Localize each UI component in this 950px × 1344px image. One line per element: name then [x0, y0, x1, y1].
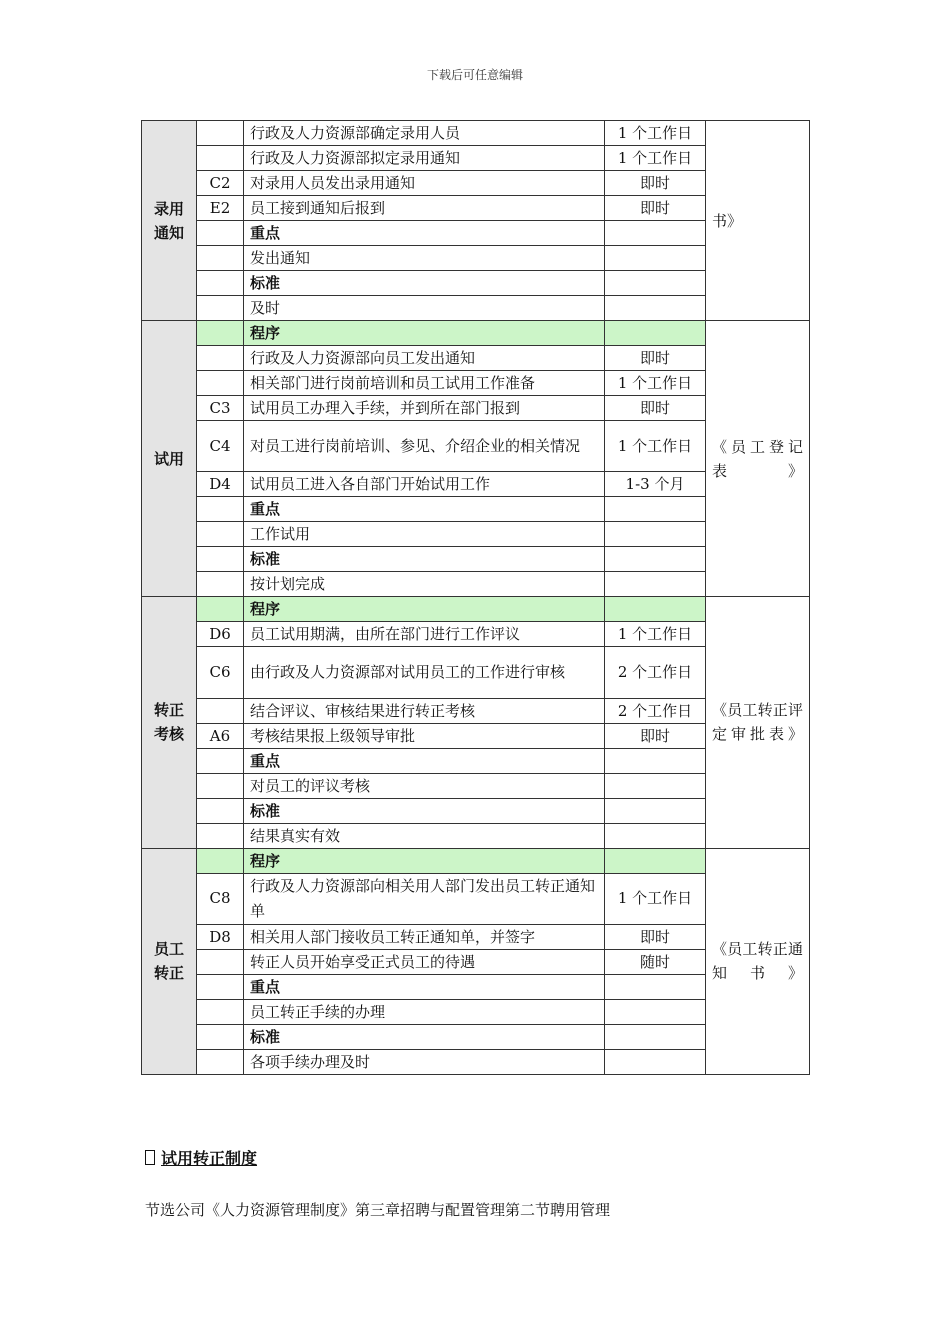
duration-cell	[605, 547, 706, 572]
code-cell	[197, 246, 244, 271]
duration-cell: 即时	[605, 924, 706, 949]
step-cell: 对录用人员发出录用通知	[244, 171, 605, 196]
code-cell: D6	[197, 622, 244, 647]
code-cell	[197, 999, 244, 1024]
duration-cell	[605, 246, 706, 271]
step-cell: 员工试用期满，由所在部门进行工作评议	[244, 622, 605, 647]
duration-cell: 2 个工作日	[605, 698, 706, 723]
code-cell: C3	[197, 396, 244, 421]
code-cell	[197, 121, 244, 146]
step-cell: 及时	[244, 296, 605, 321]
duration-cell: 2 个工作日	[605, 647, 706, 698]
key-point-heading: 重点	[244, 221, 605, 246]
table-row	[142, 321, 810, 346]
code-cell	[197, 346, 244, 371]
step-cell: 结合评议、审核结果进行转正考核	[244, 698, 605, 723]
key-point-heading: 重点	[244, 974, 605, 999]
duration-cell	[605, 999, 706, 1024]
document-cell	[706, 597, 810, 848]
duration-cell: 1-3 个月	[605, 472, 706, 497]
table-row	[142, 121, 810, 146]
duration-cell: 1 个工作日	[605, 622, 706, 647]
duration-cell	[605, 572, 706, 597]
step-cell: 按计划完成	[244, 572, 605, 597]
document-label: 《员工转正通知书》	[712, 940, 803, 983]
step-cell: 对员工进行岗前培训、参见、介绍企业的相关情况	[244, 421, 605, 472]
step-cell: 结果真实有效	[244, 823, 605, 848]
duration-cell: 即时	[605, 171, 706, 196]
duration-cell: 1 个工作日	[605, 421, 706, 472]
procedure-heading: 程序	[244, 321, 605, 346]
code-cell	[197, 371, 244, 396]
code-cell	[197, 221, 244, 246]
code-cell	[197, 497, 244, 522]
duration-cell	[605, 1049, 706, 1074]
step-cell: 对员工的评议考核	[244, 773, 605, 798]
duration-cell	[605, 321, 706, 346]
code-cell: C8	[197, 873, 244, 924]
phase-label: 试用	[153, 449, 184, 468]
code-cell	[197, 748, 244, 773]
step-cell: 试用员工办理入手续，并到所在部门报到	[244, 396, 605, 421]
duration-cell	[605, 497, 706, 522]
step-cell: 转正人员开始享受正式员工的待遇	[244, 949, 605, 974]
document-cell	[706, 121, 810, 321]
step-cell: 试用员工进入各自部门开始试用工作	[244, 472, 605, 497]
procedure-table	[141, 120, 810, 1075]
duration-cell	[605, 271, 706, 296]
code-cell	[197, 296, 244, 321]
code-cell: C2	[197, 171, 244, 196]
bullet-box-icon	[145, 1150, 155, 1165]
code-cell	[197, 1024, 244, 1049]
duration-cell: 即时	[605, 396, 706, 421]
code-cell	[197, 321, 244, 346]
code-cell	[197, 798, 244, 823]
table-row	[142, 597, 810, 622]
duration-cell: 即时	[605, 346, 706, 371]
code-cell	[197, 522, 244, 547]
code-cell	[197, 949, 244, 974]
code-cell	[197, 773, 244, 798]
code-cell: C6	[197, 647, 244, 698]
phase-label: 转正 考核	[153, 701, 184, 744]
code-cell	[197, 698, 244, 723]
key-point-heading: 重点	[244, 748, 605, 773]
duration-cell	[605, 1024, 706, 1049]
duration-cell	[605, 823, 706, 848]
code-cell	[197, 1049, 244, 1074]
duration-cell	[605, 798, 706, 823]
standard-heading: 标准	[244, 271, 605, 296]
phase-cell	[142, 848, 197, 1074]
code-cell: D8	[197, 924, 244, 949]
step-cell: 各项手续办理及时	[244, 1049, 605, 1074]
step-cell: 发出通知	[244, 246, 605, 271]
code-cell	[197, 146, 244, 171]
step-cell: 考核结果报上级领导审批	[244, 723, 605, 748]
step-cell: 相关用人部门接收员工转正通知单，并签字	[244, 924, 605, 949]
code-cell: D4	[197, 472, 244, 497]
duration-cell	[605, 974, 706, 999]
step-cell: 相关部门进行岗前培训和员工试用工作准备	[244, 371, 605, 396]
table-row	[142, 848, 810, 873]
standard-heading: 标准	[244, 798, 605, 823]
code-cell: C4	[197, 421, 244, 472]
document-cell	[706, 848, 810, 1074]
document-cell	[706, 321, 810, 597]
phase-cell	[142, 597, 197, 848]
code-cell	[197, 974, 244, 999]
duration-cell	[605, 296, 706, 321]
step-cell: 行政及人力资源部确定录用人员	[244, 121, 605, 146]
procedure-heading: 程序	[244, 597, 605, 622]
step-cell: 行政及人力资源部拟定录用通知	[244, 146, 605, 171]
duration-cell: 1 个工作日	[605, 371, 706, 396]
procedure-heading: 程序	[244, 848, 605, 873]
duration-cell	[605, 221, 706, 246]
step-cell: 行政及人力资源部向相关用人部门发出员工转正通知单	[244, 873, 605, 924]
duration-cell: 即时	[605, 723, 706, 748]
code-cell	[197, 848, 244, 873]
section-heading-text: 试用转正制度	[161, 1149, 258, 1168]
duration-cell	[605, 848, 706, 873]
duration-cell: 1 个工作日	[605, 146, 706, 171]
duration-cell	[605, 597, 706, 622]
standard-heading: 标准	[244, 1024, 605, 1049]
section-paragraph: 节选公司《人力资源管理制度》第三章招聘与配置管理第二节聘用管理	[145, 1201, 611, 1219]
code-cell	[197, 597, 244, 622]
duration-cell: 1 个工作日	[605, 121, 706, 146]
code-cell	[197, 547, 244, 572]
duration-cell	[605, 748, 706, 773]
document-label: 《员工登记表》	[712, 437, 803, 480]
key-point-heading: 重点	[244, 497, 605, 522]
step-cell: 工作试用	[244, 522, 605, 547]
duration-cell	[605, 773, 706, 798]
page-header-note: 下载后可任意编辑	[426, 68, 523, 82]
phase-cell	[142, 321, 197, 597]
step-cell: 员工转正手续的办理	[244, 999, 605, 1024]
code-cell	[197, 823, 244, 848]
document-label: 《员工转正评定审批表》	[712, 701, 803, 744]
phase-cell	[142, 121, 197, 321]
duration-cell: 即时	[605, 196, 706, 221]
duration-cell	[605, 522, 706, 547]
code-cell: E2	[197, 196, 244, 221]
step-cell: 员工接到通知后报到	[244, 196, 605, 221]
phase-label: 录用 通知	[153, 199, 184, 242]
code-cell	[197, 572, 244, 597]
code-cell: A6	[197, 723, 244, 748]
standard-heading: 标准	[244, 547, 605, 572]
code-cell	[197, 271, 244, 296]
duration-cell: 1 个工作日	[605, 873, 706, 924]
step-cell: 由行政及人力资源部对试用员工的工作进行审核	[244, 647, 605, 698]
phase-label: 员工 转正	[153, 940, 184, 983]
step-cell: 行政及人力资源部向员工发出通知	[244, 346, 605, 371]
section-heading	[145, 1146, 257, 1169]
duration-cell: 随时	[605, 949, 706, 974]
document-label: 书》	[712, 211, 743, 230]
